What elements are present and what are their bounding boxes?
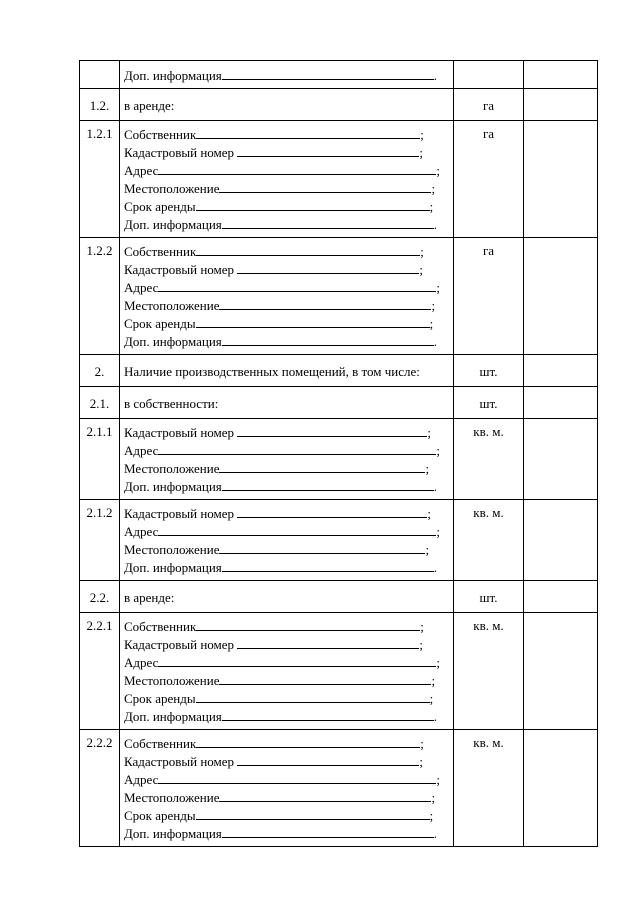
field-line-срок-аренды [124,314,449,332]
unit-label: шт. [479,364,498,379]
description-cell [120,355,454,387]
unit-cell [454,355,524,387]
field-terminator: ; [419,754,423,769]
fill-in-blank[interactable] [222,824,434,838]
row-number-cell [80,355,120,387]
description-cell [120,500,454,581]
field-terminator: ; [431,790,436,805]
fill-in-blank[interactable] [237,635,419,649]
fill-in-blank[interactable] [219,540,425,554]
field-terminator: ; [431,673,436,688]
fill-in-blank[interactable] [196,734,420,748]
field-label: Доп. информация [124,709,222,724]
row-number-cell [80,500,120,581]
fill-in-blank[interactable] [158,770,436,784]
unit-cell [454,121,524,238]
fill-in-blank[interactable] [237,260,419,274]
description-cell [120,419,454,500]
fill-in-blank[interactable] [219,459,425,473]
table-row [80,613,598,730]
fill-in-blank[interactable] [222,477,434,491]
field-terminator: . [433,217,438,232]
description-cell [120,387,454,419]
field-line-собственник [124,125,449,143]
value-cell[interactable] [524,613,598,730]
field-line-адрес [124,653,449,671]
field-line-доп-информация [124,824,449,842]
field-line-местоположение [124,788,449,806]
field-terminator: . [433,826,438,841]
fill-in-blank[interactable] [222,215,434,229]
row-heading: в аренде: [124,590,175,605]
value-cell[interactable] [524,89,598,121]
field-label: Местоположение [124,542,220,557]
row-heading: в собственности: [124,396,219,411]
field-line-доп-информация [124,558,449,576]
table-row [80,500,598,581]
unit-label: шт. [479,396,498,411]
table-row [80,730,598,847]
row-number: 1.2. [89,98,110,113]
table-row [80,355,598,387]
field-line-кадастровый-номер [124,260,449,278]
fill-in-blank[interactable] [158,278,436,292]
field-line-срок-аренды [124,197,449,215]
row-heading: в аренде: [124,98,175,113]
fill-in-blank[interactable] [222,66,434,80]
field-terminator: ; [419,637,423,652]
field-line-доп-информация [124,332,449,350]
description-cell [120,121,454,238]
table-row [80,61,598,89]
value-cell[interactable] [524,581,598,613]
fill-in-blank[interactable] [196,617,420,631]
field-label: Доп. информация [124,560,222,575]
field-line-адрес [124,441,449,459]
field-line-срок-аренды [124,689,449,707]
fill-in-blank[interactable] [222,332,434,346]
description-cell [120,613,454,730]
unit-label: кв. м. [473,618,504,633]
field-line-кадастровый-номер [124,752,449,770]
description-cell [120,61,454,89]
field-label: Кадастровый номер [124,506,238,521]
field-line-доп-информация [124,707,449,725]
value-cell[interactable] [524,121,598,238]
field-line-местоположение [124,296,449,314]
field-label: Адрес [124,443,159,458]
field-label: Местоположение [124,298,220,313]
field-terminator: ; [420,244,424,259]
value-cell[interactable] [524,500,598,581]
fill-in-blank[interactable] [222,558,434,572]
unit-cell [454,613,524,730]
field-label: Собственник [124,127,197,142]
property-info-table [79,60,598,847]
row-number: 2.1.2 [86,505,113,520]
field-label: Доп. информация [124,334,222,349]
row-number-cell [80,238,120,355]
field-terminator: ; [419,145,423,160]
row-number: 2.2. [89,590,110,605]
field-label: Собственник [124,619,197,634]
table-row [80,89,598,121]
fill-in-blank[interactable] [158,441,436,455]
fill-in-blank[interactable] [237,143,419,157]
field-terminator: ; [431,298,436,313]
description-cell [120,89,454,121]
fill-in-blank[interactable] [237,423,427,437]
value-cell[interactable] [524,61,598,89]
field-terminator: . [433,334,438,349]
field-label: Адрес [124,655,159,670]
field-line-собственник [124,617,449,635]
field-terminator: ; [425,461,430,476]
row-heading: Наличие производственных помещений, в том числе: [124,364,420,379]
field-label: Срок аренды [124,316,196,331]
field-label: Собственник [124,244,197,259]
table-row [80,121,598,238]
field-label: Срок аренды [124,199,196,214]
unit-label: шт. [479,590,498,605]
field-line-местоположение [124,459,449,477]
fill-in-blank[interactable] [219,179,431,193]
field-line-кадастровый-номер [124,423,449,441]
field-line-адрес [124,522,449,540]
row-number-cell [80,61,120,89]
table-body [80,61,598,847]
unit-label: га [482,126,495,141]
row-number: 2.1.1 [86,424,113,439]
field-label: Кадастровый номер [124,145,238,160]
table-row [80,387,598,419]
fill-in-blank[interactable] [196,242,420,256]
row-number: 2.2.2 [86,735,113,750]
unit-label: га [482,98,495,113]
field-label: Местоположение [124,790,220,805]
field-label: Кадастровый номер [124,425,238,440]
field-label: Адрес [124,163,159,178]
field-line-собственник [124,242,449,260]
row-number-cell [80,613,120,730]
value-cell[interactable] [524,238,598,355]
field-terminator: ; [429,316,434,331]
field-line-адрес [124,278,449,296]
field-label: Местоположение [124,181,220,196]
field-terminator: ; [427,425,431,440]
field-label: Адрес [124,772,159,787]
unit-label: кв. м. [473,735,504,750]
table-row [80,419,598,500]
unit-cell [454,500,524,581]
field-terminator: ; [429,808,434,823]
value-cell[interactable] [524,419,598,500]
field-terminator: ; [436,280,440,295]
field-terminator: ; [425,542,430,557]
unit-cell [454,89,524,121]
table-row [80,581,598,613]
field-line-адрес [124,161,449,179]
field-line-кадастровый-номер [124,504,449,522]
fill-in-blank[interactable] [219,296,431,310]
fill-in-blank[interactable] [219,671,431,685]
unit-cell [454,730,524,847]
field-label: Адрес [124,524,159,539]
field-label: Доп. информация [124,68,222,83]
field-terminator: . [433,68,438,83]
fill-in-blank[interactable] [237,752,419,766]
unit-label: кв. м. [473,424,504,439]
field-line-доп-информация [124,215,449,233]
unit-cell [454,61,524,89]
field-line-доп-информация [124,66,449,84]
field-terminator: ; [436,443,440,458]
row-number: 1.2.1 [86,126,113,141]
description-cell [120,238,454,355]
row-number-cell [80,387,120,419]
field-label: Кадастровый номер [124,754,238,769]
fill-in-blank[interactable] [196,314,430,328]
field-terminator: . [433,560,438,575]
field-line-срок-аренды [124,806,449,824]
row-number-cell [80,121,120,238]
row-number: 2.1. [89,396,110,411]
description-cell [120,730,454,847]
field-line-кадастровый-номер [124,635,449,653]
field-terminator: ; [436,163,440,178]
row-number-cell [80,419,120,500]
description-cell [120,581,454,613]
field-label: Местоположение [124,461,220,476]
field-label: Доп. информация [124,217,222,232]
field-terminator: ; [420,619,424,634]
field-label: Кадастровый номер [124,262,238,277]
fill-in-blank[interactable] [222,707,434,721]
value-cell[interactable] [524,355,598,387]
field-terminator: ; [427,506,431,521]
field-terminator: ; [431,181,436,196]
field-label: Доп. информация [124,479,222,494]
field-terminator: ; [420,736,424,751]
row-number: 2.2.1 [86,618,113,633]
field-line-собственник [124,734,449,752]
field-line-кадастровый-номер [124,143,449,161]
fill-in-blank[interactable] [158,522,436,536]
field-label: Собственник [124,736,197,751]
value-cell[interactable] [524,387,598,419]
unit-label: га [482,243,495,258]
unit-cell [454,387,524,419]
table-row [80,238,598,355]
field-label: Срок аренды [124,691,196,706]
field-line-адрес [124,770,449,788]
field-terminator: ; [429,199,434,214]
row-number-cell [80,89,120,121]
field-label: Доп. информация [124,826,222,841]
field-label: Срок аренды [124,808,196,823]
unit-cell [454,238,524,355]
fill-in-blank[interactable] [237,504,427,518]
fill-in-blank[interactable] [196,197,430,211]
row-number: 1.2.2 [86,243,113,258]
field-line-доп-информация [124,477,449,495]
field-terminator: . [433,479,438,494]
fill-in-blank[interactable] [158,161,436,175]
fill-in-blank[interactable] [196,689,430,703]
fill-in-blank[interactable] [219,788,431,802]
unit-cell [454,419,524,500]
row-number-cell [80,581,120,613]
unit-cell [454,581,524,613]
field-label: Адрес [124,280,159,295]
field-label: Кадастровый номер [124,637,238,652]
field-terminator: ; [420,127,424,142]
field-terminator: ; [436,655,440,670]
row-number-cell [80,730,120,847]
fill-in-blank[interactable] [196,125,420,139]
field-line-местоположение [124,179,449,197]
field-terminator: . [433,709,438,724]
field-label: Местоположение [124,673,220,688]
field-line-местоположение [124,540,449,558]
field-terminator: ; [429,691,434,706]
unit-label: кв. м. [473,505,504,520]
fill-in-blank[interactable] [196,806,430,820]
field-terminator: ; [419,262,423,277]
field-line-местоположение [124,671,449,689]
fill-in-blank[interactable] [158,653,436,667]
field-terminator: ; [436,772,440,787]
value-cell[interactable] [524,730,598,847]
field-terminator: ; [436,524,440,539]
row-number: 2. [94,364,105,379]
